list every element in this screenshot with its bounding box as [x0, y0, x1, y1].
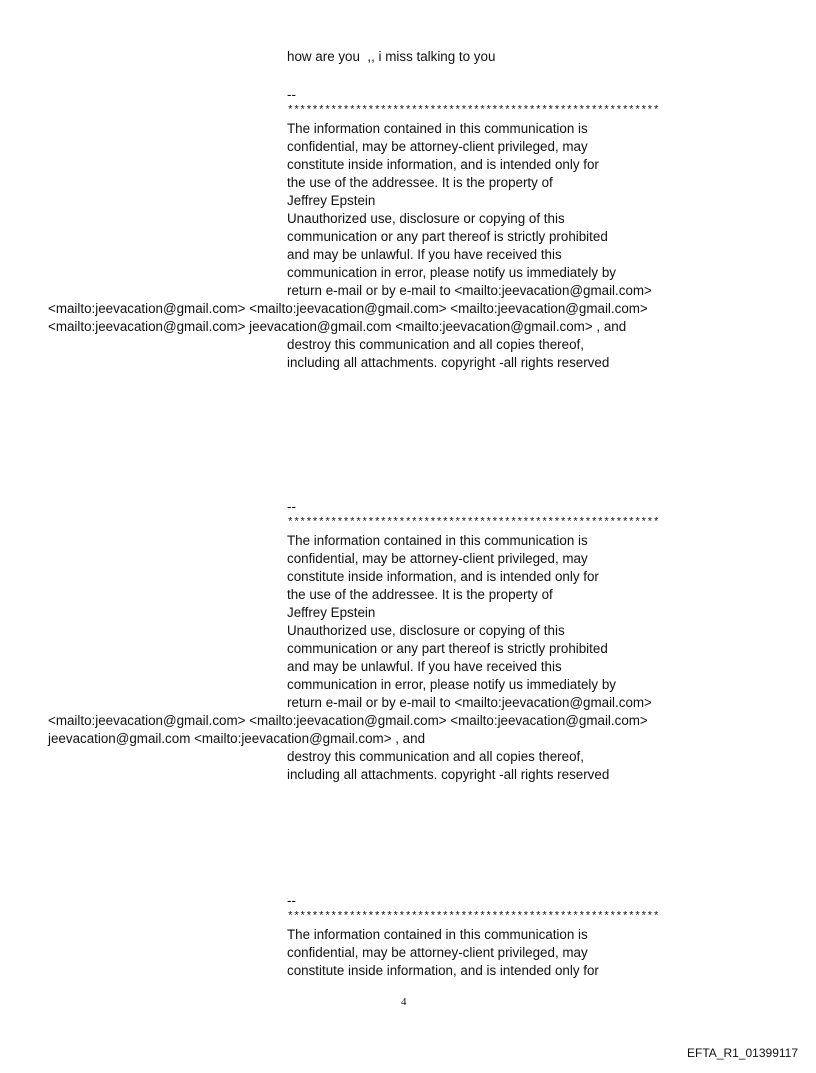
sig-dash: -- [287, 87, 296, 102]
sig-line: confidential, may be attorney-client privileged, may [287, 139, 588, 154]
sig-line: confidential, may be attorney-client privileged, may [287, 551, 588, 566]
sig-line: The information contained in this communication is [287, 533, 588, 548]
sig-line: constitute inside information, and is intended only for [287, 569, 599, 584]
sig-line: destroy this communication and all copies thereof, [287, 749, 584, 764]
sig-line: Jeffrey Epstein [287, 193, 376, 208]
sig-line: return e-mail or by e-mail to <mailto:jeevacation@gmail.com> [287, 283, 652, 298]
sig-line: The information contained in this communication is [287, 121, 588, 136]
document-id: EFTA_R1_01399117 [687, 1046, 798, 1060]
sig-mailto-line: <mailto:jeevacation@gmail.com> jeevacation@gmail.com <mailto:jeevacation@gmail.com> , and [48, 319, 627, 334]
sig-mailto-line: <mailto:jeevacation@gmail.com> <mailto:jeevacation@gmail.com> <mailto:jeevacation@gmail.com> [48, 301, 648, 316]
sig-dash: -- [287, 893, 296, 908]
sig-line: return e-mail or by e-mail to <mailto:jeevacation@gmail.com> [287, 695, 652, 710]
sig-line: destroy this communication and all copies thereof, [287, 337, 584, 352]
sig-line: communication in error, please notify us immediately by [287, 265, 616, 280]
sig-line: The information contained in this communication is [287, 927, 588, 942]
sig-line: and may be unlawful. If you have received this [287, 247, 562, 262]
sig-stars: ************************************************************ [287, 105, 660, 117]
sig-stars: ************************************************************ [287, 911, 660, 923]
sig-line: constitute inside information, and is intended only for [287, 157, 599, 172]
sig-line: communication or any part thereof is strictly prohibited [287, 641, 608, 656]
sig-line: the use of the addressee. It is the property of [287, 175, 553, 190]
sig-line: including all attachments. copyright -all rights reserved [287, 355, 610, 370]
page-number: 4 [401, 996, 407, 1008]
sig-line: Unauthorized use, disclosure or copying of this [287, 623, 565, 638]
sig-line: confidential, may be attorney-client privileged, may [287, 945, 588, 960]
sig-dash: -- [287, 499, 296, 514]
sig-line: Unauthorized use, disclosure or copying of this [287, 211, 565, 226]
sig-mailto-line: jeevacation@gmail.com <mailto:jeevacation@gmail.com> , and [48, 731, 426, 746]
sig-mailto-line: <mailto:jeevacation@gmail.com> <mailto:jeevacation@gmail.com> <mailto:jeevacation@gmail.com> [48, 713, 648, 728]
sig-line: Jeffrey Epstein [287, 605, 376, 620]
sig-line: and may be unlawful. If you have received this [287, 659, 562, 674]
sig-line: communication in error, please notify us immediately by [287, 677, 616, 692]
sig-stars: ************************************************************ [287, 517, 660, 529]
sig-line: constitute inside information, and is intended only for [287, 963, 599, 978]
sig-line: communication or any part thereof is strictly prohibited [287, 229, 608, 244]
email-message: how are you ,, i miss talking to you [287, 49, 496, 64]
sig-line: including all attachments. copyright -all rights reserved [287, 767, 610, 782]
sig-line: the use of the addressee. It is the property of [287, 587, 553, 602]
